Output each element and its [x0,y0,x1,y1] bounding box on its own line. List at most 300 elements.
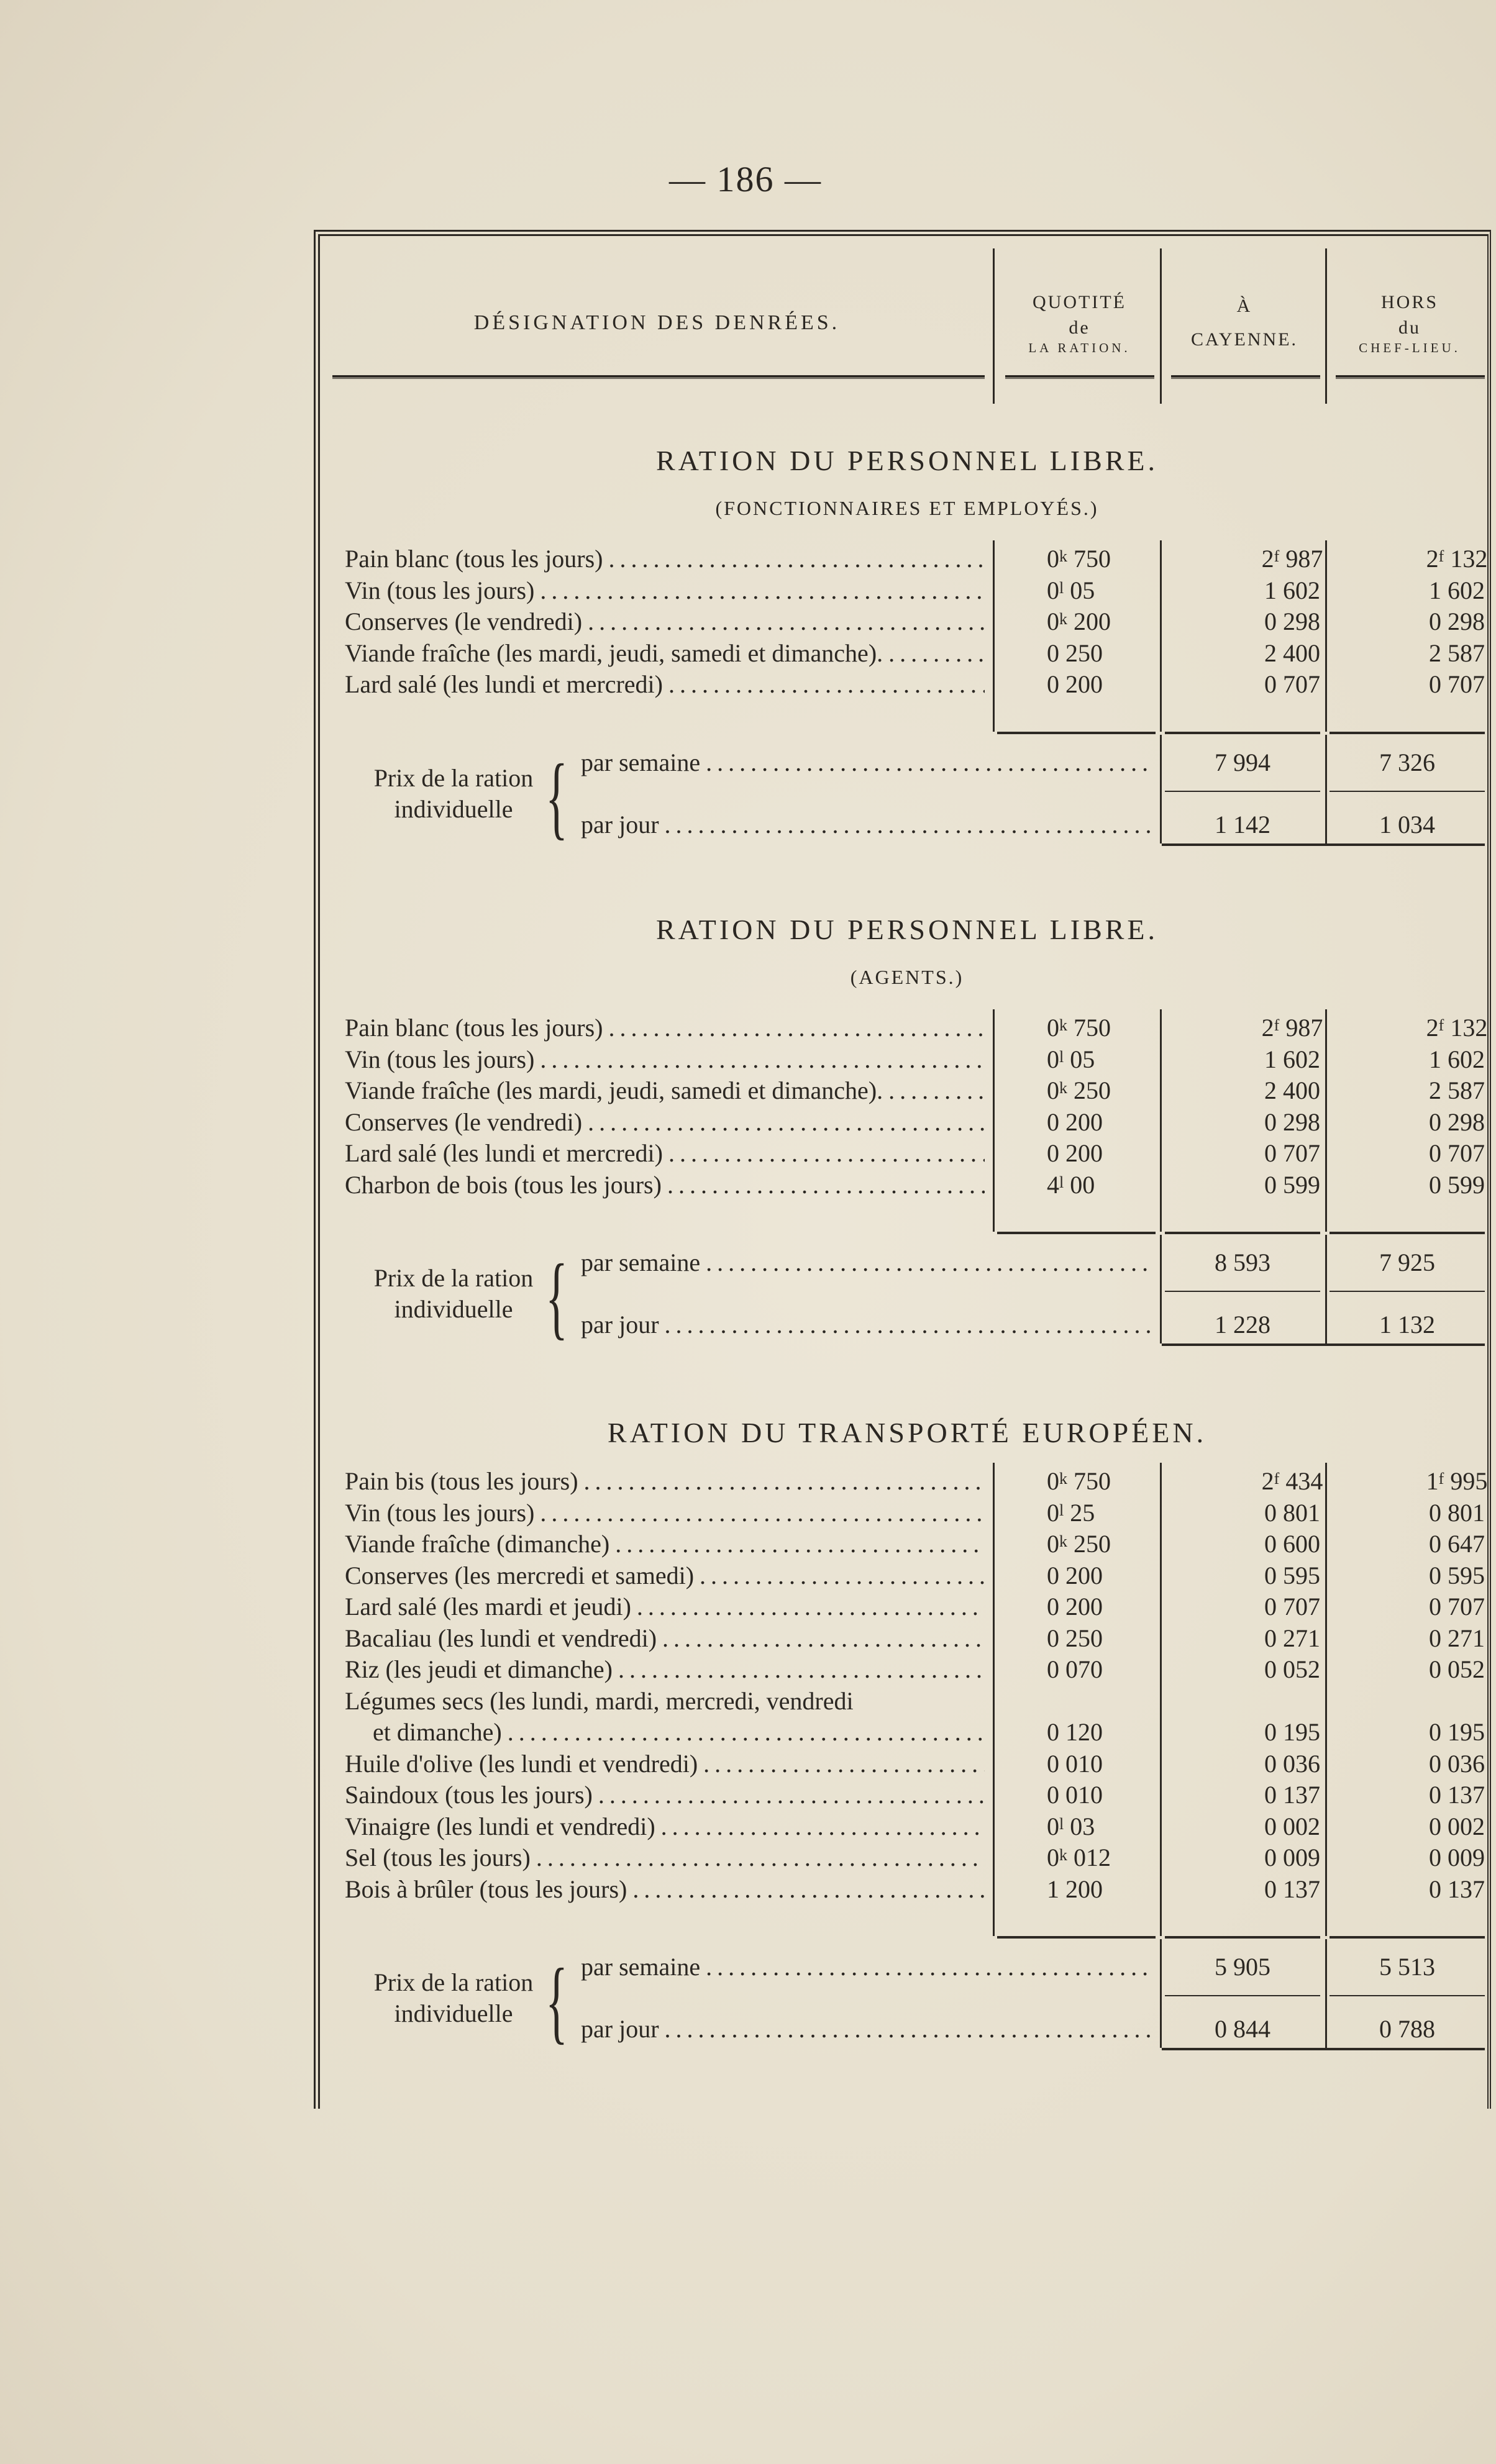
hors-price-int: 0 [1429,607,1441,635]
mid-rule [1330,791,1485,792]
hors-price-int: 1 [1429,576,1441,604]
row-label [345,1591,985,1622]
hors-price-dec: 707 [1448,1139,1485,1167]
header-divider [1336,375,1485,379]
cayenne-price-dec: 052 [1283,1655,1320,1683]
ration-quantity-unit: k [1059,547,1067,565]
hors-price-dec: 707 [1448,670,1485,698]
column-rule [1160,540,1162,732]
ration-quantity-dec: 00 [1070,1170,1095,1199]
jour-cayenne: 0 844 [1215,2015,1270,2043]
table-row [345,1529,1494,1560]
section-subtitle: (FONCTIONNAIRES ET EMPLOYÉS.) [715,497,1099,519]
table-row [345,1811,1494,1842]
header-hors-bot: CHEF-LIEU. [1359,340,1461,355]
row-label-text: Viande fraîche (les mardi, jeudi, samedi et dimanche). . . . [345,1076,985,1104]
ration-quantity-dec: 200 [1065,1593,1103,1621]
column-rule [1160,1463,1162,1936]
ration-quantity-int: 0 [1047,1655,1059,1683]
section-title: RATION DU TRANSPORTÉ EUROPÉEN. [607,1417,1207,1448]
cayenne-price [1211,669,1373,700]
per-jour-label: par jour . . . [581,2014,1152,2045]
ration-quantity [1047,1466,1208,1497]
ration-quantity [1047,1170,1208,1201]
row-label [345,1138,985,1169]
semaine-hors: 7 925 [1379,1248,1435,1276]
header-divider [1171,375,1320,379]
ration-quantity [1047,1874,1208,1905]
cayenne-price-int: 0 [1264,1781,1277,1809]
cayenne-price-unit: f [1274,1016,1280,1034]
table-row [345,1012,1494,1043]
ration-quantity-int: 4 [1047,1170,1059,1199]
ration-quantity-dec: 05 [1070,1045,1095,1073]
hors-price [1376,1466,1496,1497]
mid-rule [1165,1291,1320,1292]
row-label [345,1075,985,1106]
column-rule [1325,540,1327,732]
hors-price-dec: 009 [1448,1843,1485,1871]
hors-price-int: 0 [1429,1170,1441,1199]
cayenne-price-int: 0 [1264,1812,1277,1840]
per-semaine-label: par semaine . . . [581,1952,1152,1983]
hors-price-unit: f [1438,547,1444,565]
row-label-text: Pain blanc (tous les jours) . . . [345,1014,985,1042]
row-label [345,1780,985,1811]
hors-price [1376,1842,1496,1873]
row-label [345,606,985,637]
ration-quantity-dec: 200 [1065,670,1103,698]
ration-quantity-dec: 05 [1070,576,1095,604]
ration-quantity-int: 0 [1047,1139,1059,1167]
hors-price-int: 0 [1429,1593,1441,1621]
ration-quantity [1047,1498,1208,1529]
hors-price [1376,1717,1496,1748]
row-label [345,575,985,606]
row-label [345,1623,985,1654]
sum-rule [997,1232,1156,1234]
cayenne-price-dec: 987 [1285,545,1323,573]
cayenne-price-int: 2 [1264,1076,1277,1104]
hors-price-dec: 707 [1448,1593,1485,1621]
ration-quantity [1047,1529,1208,1560]
hors-price-dec: 801 [1448,1498,1485,1527]
table-row [345,1560,1494,1591]
ration-quantity-dec: 200 [1065,1139,1103,1167]
cayenne-price-int: 0 [1264,1875,1277,1903]
ration-quantity [1047,1075,1208,1106]
hors-price [1376,1498,1496,1529]
cayenne-price [1211,1717,1373,1748]
table-row [345,1748,1494,1780]
hors-price-dec: 602 [1448,1045,1485,1073]
cayenne-price-dec: 707 [1283,1139,1320,1167]
hors-price-dec: 647 [1448,1530,1485,1558]
cayenne-price-dec: 600 [1283,1530,1320,1558]
sum-rule [1330,1936,1485,1939]
hors-price [1376,1748,1496,1780]
cayenne-price [1211,1591,1373,1622]
column-rule [993,248,995,404]
row-label [345,638,985,669]
ration-quantity-int: 0 [1047,1812,1059,1840]
ration-quantity [1047,638,1208,669]
brace-glyph: { [545,745,568,848]
ration-quantity-dec: 750 [1074,1467,1111,1495]
cayenne-price-int: 0 [1264,1749,1277,1778]
row-label-text: Conserves (le vendredi) . . . [345,1108,985,1136]
hors-price [1376,1654,1496,1685]
column-rule [1325,1463,1327,1936]
row-label-text: Riz (les jeudi et dimanche) . . . [345,1655,985,1683]
ration-quantity-dec: 750 [1074,1014,1111,1042]
ration-quantity [1047,1044,1208,1075]
ration-quantity-unit: l [1059,1047,1064,1066]
ration-quantity [1047,575,1208,606]
ration-quantity-dec: 012 [1074,1843,1111,1871]
hors-price [1376,1623,1496,1654]
semaine-hors: 5 513 [1379,1953,1435,1981]
jour-hors: 1 034 [1379,810,1435,839]
hors-price [1376,1591,1496,1622]
hors-price-dec: 036 [1448,1749,1485,1778]
cayenne-price-int: 2 [1261,1014,1274,1042]
cayenne-price [1211,1466,1373,1497]
ration-quantity-unit: k [1059,610,1067,628]
hors-price-int: 1 [1429,1045,1441,1073]
ration-quantity-int: 0 [1047,607,1059,635]
hors-price-int: 2 [1426,1014,1439,1042]
section-subtitle: (AGENTS.) [850,966,964,988]
cayenne-price-dec: 271 [1283,1624,1320,1652]
hors-price [1376,1170,1496,1201]
row-label-text: Vin (tous les jours) . . . [345,1045,985,1073]
ration-quantity-unit: k [1059,1532,1067,1550]
ration-quantity-dec: 070 [1065,1655,1103,1683]
ration-quantity-dec: 010 [1065,1781,1103,1809]
hors-price [1376,1044,1496,1075]
ration-quantity-dec: 200 [1065,1561,1103,1589]
ration-quantity-dec: 25 [1070,1498,1095,1527]
ration-quantity-dec: 250 [1065,1624,1103,1652]
table-row [345,1498,1494,1529]
ration-quantity-int: 0 [1047,1561,1059,1589]
cayenne-price [1211,1012,1373,1043]
cayenne-price-dec: 036 [1283,1749,1320,1778]
ration-quantity-int: 0 [1047,1014,1059,1042]
hors-price-dec: 132 [1450,545,1488,573]
cayenne-price [1211,1170,1373,1201]
row-label [345,1748,985,1780]
ration-quantity [1047,1717,1208,1748]
hors-price [1376,1560,1496,1591]
table-row [345,543,1494,575]
column-rule [1325,1009,1327,1232]
semaine-cayenne: 8 593 [1215,1248,1270,1276]
ration-quantity-dec: 250 [1074,1076,1111,1104]
header-hors-top: HORS [1380,292,1439,312]
row-label-text: Vinaigre (les lundi et vendredi) . . . [345,1812,985,1840]
hors-price-dec: 298 [1448,1107,1485,1136]
table-row [345,1842,1494,1873]
column-rule [1160,735,1162,843]
cayenne-price-unit: f [1274,547,1280,565]
ration-quantity-int: 0 [1047,1843,1059,1871]
brace-glyph: { [545,1245,568,1348]
prix-label: Prix de la ration [373,1264,534,1292]
jour-hors: 0 788 [1379,2015,1435,2043]
column-rule [1325,1235,1327,1343]
column-rule [1325,735,1327,843]
ration-quantity-unit: k [1059,1079,1067,1097]
hors-price-dec: 137 [1448,1875,1485,1903]
ration-quantity-dec: 250 [1074,1530,1111,1558]
cayenne-price [1211,1138,1373,1169]
cayenne-price-int: 0 [1264,1593,1277,1621]
table-row [345,606,1494,637]
cayenne-price-dec: 434 [1285,1467,1323,1495]
ration-quantity-int: 0 [1047,1107,1059,1136]
hors-price-dec: 271 [1448,1624,1485,1652]
per-semaine-label: par semaine . . . [581,1247,1152,1278]
ration-quantity-unit: l [1059,1501,1064,1519]
hors-price [1376,606,1496,637]
table-row [345,1686,1494,1717]
ration-quantity-dec: 010 [1065,1749,1103,1778]
cayenne-price-dec: 298 [1283,1107,1320,1136]
hors-price [1376,1780,1496,1811]
table-row [345,1591,1494,1622]
cayenne-price-dec: 002 [1283,1812,1320,1840]
ration-quantity-int: 0 [1047,670,1059,698]
header-cayenne-bot: CAYENNE. [1190,329,1298,350]
hors-price-int: 1 [1426,1467,1439,1495]
hors-price-int: 0 [1429,670,1441,698]
hors-price-int: 0 [1429,1875,1441,1903]
ration-quantity-unit: l [1059,578,1064,597]
cayenne-price-int: 0 [1264,1624,1277,1652]
sum-rule [1165,1232,1320,1234]
row-label-text: Lard salé (les lundi et mercredi) . . . [345,670,985,698]
row-label-text: Viande fraîche (dimanche) . . . [345,1530,985,1558]
row-label [345,1686,985,1717]
hors-price [1376,543,1496,575]
ration-quantity-unit: l [1059,1173,1064,1191]
hors-price-dec: 587 [1448,1076,1485,1104]
hors-price-dec: 587 [1448,639,1485,667]
cayenne-price [1211,575,1373,606]
cayenne-price [1211,1748,1373,1780]
header-designation-label: DÉSIGNATION DES DENRÉES. [473,311,841,334]
column-rule [1325,1939,1327,2048]
hors-price-int: 2 [1426,545,1439,573]
ration-quantity [1047,669,1208,700]
brace-glyph: { [545,1950,568,2053]
column-rule [993,1009,995,1232]
block-end-rule [1162,843,1485,846]
mid-rule [1330,1995,1485,1996]
cayenne-price-int: 2 [1261,1467,1274,1495]
table-row [345,669,1494,700]
ration-quantity-int: 0 [1047,1467,1059,1495]
table-row [345,638,1494,669]
ration-quantity-int: 0 [1047,1781,1059,1809]
cayenne-price-dec: 987 [1285,1014,1323,1042]
jour-cayenne: 1 228 [1215,1311,1270,1339]
ration-quantity-unit: k [1059,1470,1067,1488]
cayenne-price-int: 0 [1264,1139,1277,1167]
cayenne-price-int: 0 [1264,1530,1277,1558]
hors-price [1376,1138,1496,1169]
cayenne-price-int: 0 [1264,1107,1277,1136]
row-label-text: Lard salé (les mardi et jeudi) . . . [345,1593,985,1621]
ration-quantity-int: 0 [1047,1749,1059,1778]
mid-rule [1165,791,1320,792]
prix-label: Prix de la ration [373,763,534,792]
hors-price [1376,1107,1496,1138]
row-label [345,1107,985,1138]
sum-rule [997,1936,1156,1939]
hors-price [1376,1874,1496,1905]
ration-quantity-int: 0 [1047,1076,1059,1104]
page-number: — 186 — [669,159,822,199]
header-hors-mid: du [1398,317,1421,338]
ration-quantity [1047,1623,1208,1654]
hors-price-dec: 599 [1448,1170,1485,1199]
cayenne-price-dec: 009 [1283,1843,1320,1871]
hors-price-unit: f [1438,1016,1444,1034]
cayenne-price [1211,638,1373,669]
hors-price-int: 0 [1429,1843,1441,1871]
column-rule [993,1463,995,1936]
ration-quantity [1047,1780,1208,1811]
hors-price [1376,638,1496,669]
mid-rule [1330,1291,1485,1292]
header-cayenne-top: À [1236,295,1252,316]
cayenne-price-dec: 400 [1283,1076,1320,1104]
hors-price [1376,1075,1496,1106]
cayenne-price-int: 0 [1264,607,1277,635]
cayenne-price [1211,1529,1373,1560]
ration-quantity [1047,1012,1208,1043]
row-label-text: Saindoux (tous les jours) . . . [345,1781,985,1809]
block-end-rule [1162,2048,1485,2050]
cayenne-price [1211,1780,1373,1811]
prix-label: individuelle [394,1295,513,1323]
column-rule [1160,1009,1162,1232]
header-quotite-mid: de [1069,317,1090,338]
hors-price-int: 0 [1429,1561,1441,1589]
row-label-text: Huile d'olive (les lundi et vendredi) . . . [345,1750,985,1778]
hors-price-dec: 595 [1448,1561,1485,1589]
hors-price-int: 0 [1429,1498,1441,1527]
table-row [345,1874,1494,1905]
column-rule [993,540,995,732]
row-label-text: Charbon de bois (tous les jours) . . . [345,1171,985,1199]
ration-quantity [1047,1748,1208,1780]
hors-price-dec: 137 [1448,1781,1485,1809]
ration-quantity-dec: 200 [1074,607,1111,635]
section-title: RATION DU PERSONNEL LIBRE. [655,914,1159,945]
prix-label: individuelle [394,794,513,823]
row-label-text: Sel (tous les jours) . . . [345,1843,985,1871]
ration-quantity [1047,1591,1208,1622]
row-label [345,1654,985,1685]
table-row [345,1107,1494,1138]
ration-quantity-int: 0 [1047,1530,1059,1558]
cayenne-price [1211,1075,1373,1106]
row-label [345,1842,985,1873]
cayenne-price-dec: 602 [1283,576,1320,604]
hors-price [1376,1811,1496,1842]
cayenne-price-dec: 599 [1283,1170,1320,1199]
sum-rule [1330,1232,1485,1234]
row-label-text: Pain blanc (tous les jours) . . . [345,545,985,573]
row-label-text: Vin (tous les jours) . . . [345,1499,985,1527]
cayenne-price-dec: 707 [1283,670,1320,698]
cayenne-price [1211,1107,1373,1138]
row-label-text: Bois à brûler (tous les jours) . . . [345,1875,985,1903]
hors-price-dec: 052 [1448,1655,1485,1683]
ration-quantity-unit: k [1059,1846,1067,1864]
column-rule [1160,1939,1162,2048]
hors-price-int: 0 [1429,1718,1441,1746]
sum-rule [1165,1936,1320,1939]
cayenne-price [1211,1623,1373,1654]
row-label-text: Lard salé (les lundi et mercredi) . . . [345,1139,985,1167]
table-row [345,1780,1494,1811]
table-row [345,1654,1494,1685]
hors-price [1376,669,1496,700]
ration-quantity-int: 0 [1047,545,1059,573]
table-row [345,1044,1494,1075]
semaine-hors: 7 326 [1379,748,1435,776]
mid-rule [1165,1995,1320,1996]
cayenne-price-dec: 195 [1283,1718,1320,1746]
table-row [345,1466,1494,1497]
cayenne-price-dec: 595 [1283,1561,1320,1589]
jour-hors: 1 132 [1379,1311,1435,1339]
header-divider [332,375,985,379]
cayenne-price-int: 1 [1264,1045,1277,1073]
ration-quantity [1047,1560,1208,1591]
row-label-text: Conserves (le vendredi) . . . [345,607,985,635]
row-label [345,1466,985,1497]
cayenne-price-int: 0 [1264,1170,1277,1199]
per-jour-label: par jour . . . [581,809,1152,840]
ration-quantity-int: 0 [1047,1045,1059,1073]
cayenne-price-int: 2 [1264,639,1277,667]
cayenne-price [1211,543,1373,575]
row-label-text: Pain bis (tous les jours) . . . [345,1467,985,1495]
cayenne-price [1211,1044,1373,1075]
ration-quantity [1047,1842,1208,1873]
ration-quantity [1047,1654,1208,1685]
per-semaine-label: par semaine . . . [581,747,1152,778]
cayenne-price [1211,1560,1373,1591]
cayenne-price [1211,1811,1373,1842]
row-label [345,1498,985,1529]
ration-quantity-unit: k [1059,1016,1067,1034]
ration-quantity-dec: 03 [1070,1812,1095,1840]
hors-price-int: 0 [1429,1781,1441,1809]
header-quotite-bot: LA RATION. [1028,340,1131,355]
table-row [345,1717,1494,1748]
hors-price-int: 0 [1429,1107,1441,1136]
jour-cayenne: 1 142 [1215,810,1270,839]
row-label [345,1529,985,1560]
ration-quantity-int: 0 [1047,1498,1059,1527]
